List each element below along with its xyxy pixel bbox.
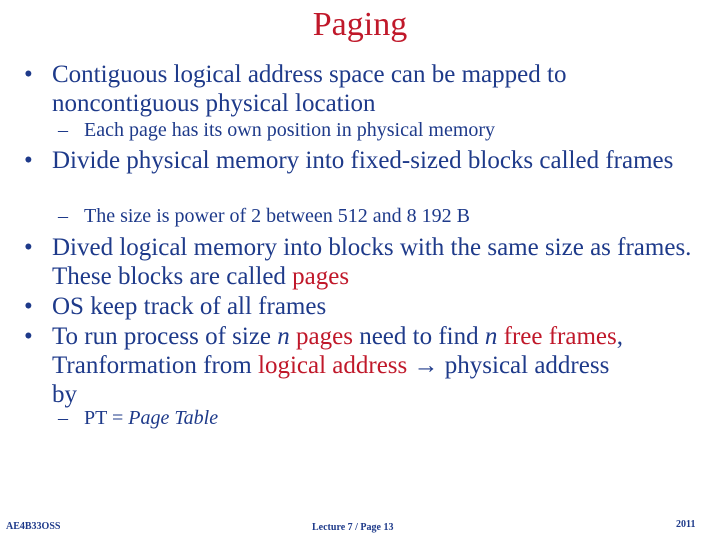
logical-address-keyword: logical address [258, 352, 408, 379]
pages-keyword: pages [296, 323, 353, 350]
bullet-2-text: Divide physical memory into fixed-sized blocks called frames [52, 147, 674, 174]
bullet-5-t4: need to find [359, 323, 479, 350]
slide-title: Paging [312, 6, 408, 43]
bullet-dot: • [24, 234, 33, 261]
page-table-term: Page Table [128, 407, 219, 429]
bullet-2-sub-text: The size is power of 2 between 512 and 8 192 B [84, 205, 471, 227]
bullet-4-text: OS keep track of all frames [52, 293, 327, 320]
var-n: n [484, 323, 498, 350]
footer-lecture-page: Lecture 7 / Page 13 [312, 522, 394, 533]
pt-label: PT = [84, 407, 129, 429]
pages-keyword: pages [292, 263, 350, 290]
sub-dash: – [58, 205, 68, 227]
var-n: n [277, 323, 290, 350]
bullet-1-sub-text: Each page has its own position in physical memory [84, 119, 496, 141]
bullet-3-text [52, 233, 704, 291]
comma: , [616, 323, 623, 350]
bullet-dot: • [24, 147, 33, 174]
footer-course-code: AE4B33OSS [6, 521, 61, 532]
bullet-5-sub-text [84, 406, 218, 430]
bullet-5-line2-c: → physical address [407, 352, 610, 379]
bullet-5-line-3: by [52, 381, 77, 408]
sub-dash: – [58, 407, 68, 429]
bullet-dot: • [24, 293, 33, 320]
bullet-5-line2-a: Tranformation from [52, 352, 258, 379]
bullet-5-line-1 [52, 322, 704, 351]
bullet-5-line-2 [52, 351, 704, 380]
bullet-dot: • [24, 323, 33, 350]
bullet-1-text: Contiguous logical address space can be mapped to noncontiguous physical location [52, 61, 567, 117]
sub-dash: – [58, 119, 68, 141]
bullet-dot: • [24, 61, 33, 88]
bullet-5-text [52, 322, 704, 409]
bullet-3-text-a: Dived logical memory into blocks with the same size as frames. These blocks are called [52, 234, 692, 290]
footer-year: 2011 [676, 519, 696, 530]
bullet-5-t1: To run process of size [52, 323, 278, 350]
free-frames-keyword: free frames [503, 323, 617, 350]
